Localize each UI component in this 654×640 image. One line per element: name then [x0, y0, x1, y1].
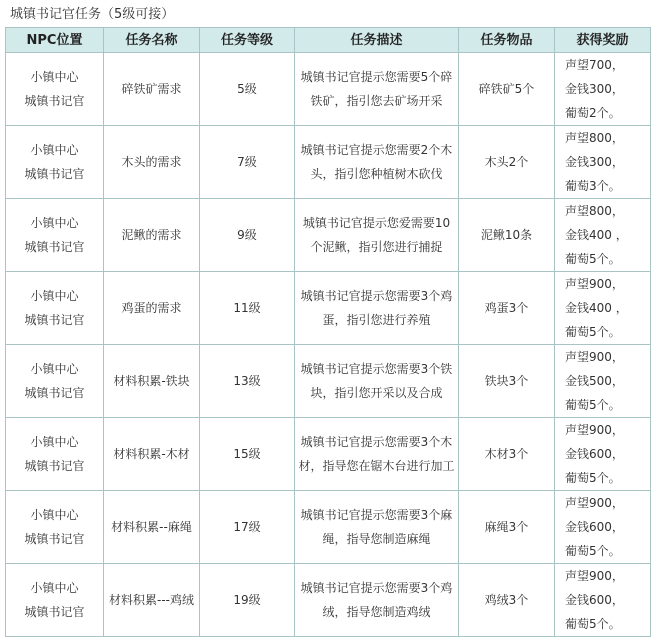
cell-npc-location	[6, 491, 104, 564]
cell-task-item: 泥鳅10条	[459, 199, 555, 272]
cell-reward	[555, 418, 651, 491]
cell-task-description: 城镇书记官提示您需要3个麻绳，指导您制造麻绳	[295, 491, 459, 564]
reward-line: 金钱600，	[565, 520, 624, 534]
table-row	[6, 53, 651, 126]
reward-line: 声望700，	[565, 58, 624, 72]
cell-task-description: 城镇书记官提示您需要5个碎铁矿，指引您去矿场开采	[295, 53, 459, 126]
npc-location-line: 小镇中心	[30, 70, 79, 84]
cell-reward	[555, 564, 651, 637]
cell-task-name: 材料积累--麻绳	[104, 491, 200, 564]
cell-npc-location	[6, 272, 104, 345]
reward-line: 声望800，	[565, 204, 624, 218]
table-row	[6, 126, 651, 199]
reward-line: 葡萄3个。	[565, 179, 621, 193]
cell-task-level: 13级	[200, 345, 295, 418]
reward-line: 金钱400 ，	[565, 301, 628, 315]
reward-line: 声望900，	[565, 496, 624, 510]
header-task-item: 任务物品	[459, 28, 555, 53]
npc-location-line: 小镇中心	[30, 289, 79, 303]
header-task-name: 任务名称	[104, 28, 200, 53]
reward-line: 声望800，	[565, 131, 624, 145]
cell-task-item: 鸡蛋3个	[459, 272, 555, 345]
cell-task-item: 铁块3个	[459, 345, 555, 418]
cell-task-description: 城镇书记官提示您爱需要10个泥鳅，指引您进行捕捉	[295, 199, 459, 272]
npc-location-line: 小镇中心	[30, 581, 79, 595]
cell-task-level: 7级	[200, 126, 295, 199]
cell-task-description: 城镇书记官提示您需要2个木头，指引您种植树木砍伐	[295, 126, 459, 199]
reward-line: 葡萄5个。	[565, 617, 621, 631]
cell-task-name: 材料积累---鸡绒	[104, 564, 200, 637]
cell-task-name: 材料积累-木材	[104, 418, 200, 491]
reward-line: 葡萄5个。	[565, 544, 621, 558]
npc-location-line: 城镇书记官	[24, 167, 85, 181]
quest-table	[5, 27, 651, 637]
cell-task-description: 城镇书记官提示您需要3个鸡蛋，指引您进行养殖	[295, 272, 459, 345]
cell-task-level: 9级	[200, 199, 295, 272]
header-npc-location: NPC位置	[6, 28, 104, 53]
cell-task-name: 泥鳅的需求	[104, 199, 200, 272]
table-row	[6, 345, 651, 418]
cell-task-description: 城镇书记官提示您需要3个木材，指导您在锯木台进行加工	[295, 418, 459, 491]
header-reward: 获得奖励	[555, 28, 651, 53]
cell-npc-location	[6, 53, 104, 126]
npc-location-line: 小镇中心	[30, 435, 79, 449]
cell-task-item: 木头2个	[459, 126, 555, 199]
cell-npc-location	[6, 126, 104, 199]
cell-npc-location	[6, 199, 104, 272]
npc-location-line: 城镇书记官	[24, 386, 85, 400]
cell-task-name: 材料积累-铁块	[104, 345, 200, 418]
cell-task-name: 木头的需求	[104, 126, 200, 199]
reward-line: 声望900，	[565, 350, 624, 364]
cell-reward	[555, 126, 651, 199]
reward-line: 葡萄5个。	[565, 252, 621, 266]
table-row	[6, 491, 651, 564]
reward-line: 葡萄2个。	[565, 106, 621, 120]
cell-reward	[555, 491, 651, 564]
cell-task-item: 碎铁矿5个	[459, 53, 555, 126]
reward-line: 金钱600，	[565, 447, 624, 461]
cell-task-description: 城镇书记官提示您需要3个鸡绒，指导您制造鸡绒	[295, 564, 459, 637]
npc-location-line: 城镇书记官	[24, 532, 85, 546]
cell-task-item: 木材3个	[459, 418, 555, 491]
reward-line: 葡萄5个。	[565, 325, 621, 339]
cell-task-level: 11级	[200, 272, 295, 345]
cell-task-level: 17级	[200, 491, 295, 564]
cell-task-item: 麻绳3个	[459, 491, 555, 564]
table-header-row	[6, 28, 651, 53]
cell-reward	[555, 199, 651, 272]
table-row	[6, 564, 651, 637]
table-body	[6, 53, 651, 637]
npc-location-line: 小镇中心	[30, 143, 79, 157]
table-row	[6, 272, 651, 345]
table-row	[6, 199, 651, 272]
reward-line: 葡萄5个。	[565, 471, 621, 485]
header-task-level: 任务等级	[200, 28, 295, 53]
npc-location-line: 城镇书记官	[24, 605, 85, 619]
cell-task-item: 鸡绒3个	[459, 564, 555, 637]
npc-location-line: 城镇书记官	[24, 313, 85, 327]
cell-task-level: 15级	[200, 418, 295, 491]
reward-line: 声望900，	[565, 277, 624, 291]
cell-npc-location	[6, 418, 104, 491]
cell-reward	[555, 53, 651, 126]
npc-location-line: 小镇中心	[30, 362, 79, 376]
reward-line: 声望900，	[565, 423, 624, 437]
reward-line: 声望900，	[565, 569, 624, 583]
reward-line: 葡萄5个。	[565, 398, 621, 412]
reward-line: 金钱400 ，	[565, 228, 628, 242]
reward-line: 金钱300，	[565, 155, 624, 169]
npc-location-line: 小镇中心	[30, 508, 79, 522]
npc-location-line: 城镇书记官	[24, 459, 85, 473]
npc-location-line: 城镇书记官	[24, 240, 85, 254]
reward-line: 金钱300，	[565, 82, 624, 96]
reward-line: 金钱500，	[565, 374, 624, 388]
cell-task-level: 19级	[200, 564, 295, 637]
npc-location-line: 小镇中心	[30, 216, 79, 230]
page-title: 城镇书记官任务（5级可接）	[10, 7, 175, 22]
header-task-description: 任务描述	[295, 28, 459, 53]
cell-task-level: 5级	[200, 53, 295, 126]
reward-line: 金钱600，	[565, 593, 624, 607]
cell-reward	[555, 272, 651, 345]
npc-location-line: 城镇书记官	[24, 94, 85, 108]
table-row	[6, 418, 651, 491]
cell-npc-location	[6, 564, 104, 637]
cell-task-name: 碎铁矿需求	[104, 53, 200, 126]
cell-task-description: 城镇书记官提示您需要3个铁块，指引您开采以及合成	[295, 345, 459, 418]
cell-task-name: 鸡蛋的需求	[104, 272, 200, 345]
cell-reward	[555, 345, 651, 418]
cell-npc-location	[6, 345, 104, 418]
